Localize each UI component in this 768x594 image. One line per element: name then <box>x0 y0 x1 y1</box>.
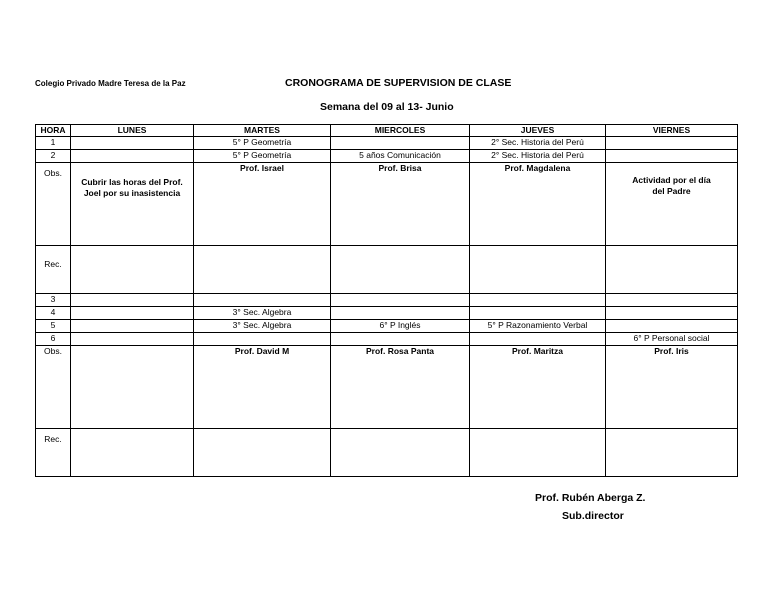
martes-cell: 3° Sec. Algebra <box>194 307 331 320</box>
table-row <box>36 429 738 477</box>
miercoles-cell: Prof. Rosa Panta <box>331 346 470 429</box>
viernes-cell <box>606 137 738 150</box>
miercoles-cell <box>331 294 470 307</box>
col-header-hora: HORA <box>36 125 71 137</box>
lunes-cell <box>71 246 194 294</box>
viernes-note: Actividad por el día del Padre <box>632 175 711 196</box>
martes-cell <box>194 294 331 307</box>
rec-label: Rec. <box>44 434 62 444</box>
school-name: Colegio Privado Madre Teresa de la Paz <box>35 79 186 88</box>
table-row <box>36 150 738 163</box>
viernes-cell <box>606 429 738 477</box>
signature-role: Sub.director <box>562 510 624 522</box>
hora-cell: 3 <box>36 294 71 307</box>
viernes-cell: 6° P Personal social <box>606 333 738 346</box>
lunes-cell <box>71 307 194 320</box>
martes-cell <box>194 246 331 294</box>
viernes-cell <box>606 307 738 320</box>
obs-label: Obs. <box>44 346 62 356</box>
viernes-cell <box>606 246 738 294</box>
miercoles-cell <box>331 246 470 294</box>
jueves-cell: 2° Sec. Historia del Perú <box>470 150 606 163</box>
lunes-cell <box>71 333 194 346</box>
miercoles-cell <box>331 333 470 346</box>
hora-cell: 5 <box>36 320 71 333</box>
hora-cell <box>36 429 71 477</box>
jueves-cell: 5° P Razonamiento Verbal <box>470 320 606 333</box>
hora-cell <box>36 346 71 429</box>
hora-cell: 1 <box>36 137 71 150</box>
miercoles-cell <box>331 429 470 477</box>
col-header-lunes: LUNES <box>71 125 194 137</box>
table-row <box>36 346 738 429</box>
table-row <box>36 320 738 333</box>
lunes-cell <box>71 346 194 429</box>
jueves-cell: Prof. Maritza <box>470 346 606 429</box>
lunes-note: Cubrir las horas del Prof. Joel por su inasistencia <box>81 177 183 198</box>
lunes-cell <box>71 163 194 246</box>
martes-cell <box>194 333 331 346</box>
rec-label: Rec. <box>44 259 62 269</box>
document-title: CRONOGRAMA DE SUPERVISION DE CLASE <box>285 77 512 89</box>
col-header-miercoles: MIERCOLES <box>331 125 470 137</box>
viernes-cell: Prof. Iris <box>606 346 738 429</box>
jueves-cell <box>470 429 606 477</box>
viernes-cell <box>606 320 738 333</box>
table-header-row <box>36 125 738 137</box>
schedule-table <box>35 124 738 477</box>
col-header-martes: MARTES <box>194 125 331 137</box>
obs-label: Obs. <box>44 168 62 178</box>
lunes-cell <box>71 294 194 307</box>
jueves-cell: Prof. Magdalena <box>470 163 606 246</box>
lunes-cell <box>71 137 194 150</box>
martes-cell <box>194 429 331 477</box>
miercoles-cell: Prof. Brisa <box>331 163 470 246</box>
hora-cell <box>36 246 71 294</box>
miercoles-cell: 5 años Comunicación <box>331 150 470 163</box>
viernes-cell <box>606 294 738 307</box>
miercoles-cell <box>331 137 470 150</box>
hora-cell: 6 <box>36 333 71 346</box>
table-row <box>36 307 738 320</box>
jueves-cell <box>470 246 606 294</box>
col-header-viernes: VIERNES <box>606 125 738 137</box>
table-row <box>36 137 738 150</box>
lunes-cell <box>71 320 194 333</box>
martes-cell: 3° Sec. Algebra <box>194 320 331 333</box>
martes-cell: 5° P Geometría <box>194 150 331 163</box>
hora-cell: 2 <box>36 150 71 163</box>
col-header-jueves: JUEVES <box>470 125 606 137</box>
jueves-cell: 2° Sec. Historia del Perú <box>470 137 606 150</box>
lunes-cell <box>71 429 194 477</box>
table-row <box>36 333 738 346</box>
jueves-cell <box>470 294 606 307</box>
table-row <box>36 294 738 307</box>
martes-cell: 5° P Geometría <box>194 137 331 150</box>
table-row <box>36 163 738 246</box>
jueves-cell <box>470 333 606 346</box>
miercoles-cell <box>331 307 470 320</box>
signature-name: Prof. Rubén Aberga Z. <box>535 492 646 504</box>
table-row <box>36 246 738 294</box>
hora-cell: 4 <box>36 307 71 320</box>
week-range: Semana del 09 al 13- Junio <box>320 101 454 113</box>
hora-cell <box>36 163 71 246</box>
jueves-cell <box>470 307 606 320</box>
lunes-cell <box>71 150 194 163</box>
viernes-cell <box>606 163 738 246</box>
martes-cell: Prof. David M <box>194 346 331 429</box>
martes-cell: Prof. Israel <box>194 163 331 246</box>
viernes-cell <box>606 150 738 163</box>
miercoles-cell: 6° P Inglés <box>331 320 470 333</box>
